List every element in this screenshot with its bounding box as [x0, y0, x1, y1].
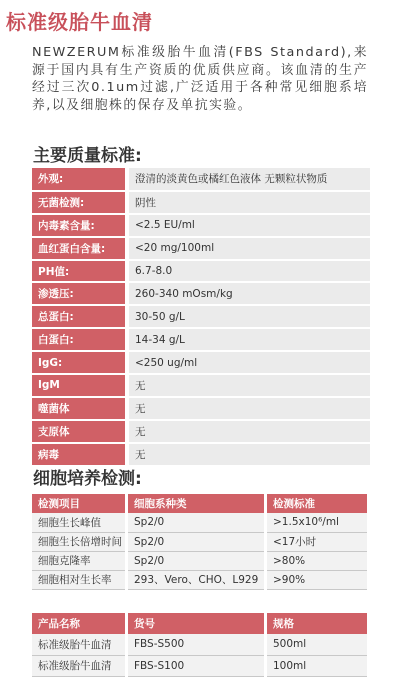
culture-cell: Sp2/0: [127, 532, 266, 551]
culture-row: [32, 551, 369, 570]
intro-paragraph: NEWZERUM标准级胎牛血清(FBS Standard),来源于国内具有生产资质的优质供应商。该血清的生产经过三次0.1um过滤,广泛适用于各种常见细胞系培养,以及细胞株的保存及单抗实验。: [32, 45, 368, 113]
product-cell: FBS-S100: [127, 655, 266, 676]
culture-cell: <17小时: [266, 532, 369, 551]
culture-cell: Sp2/0: [127, 513, 266, 532]
quality-value: <250 ug/ml: [127, 351, 370, 374]
quality-value: 无: [127, 420, 370, 443]
product-row: [32, 655, 369, 676]
culture-cell: 细胞生长峰值: [32, 513, 127, 532]
product-cell: 100ml: [266, 655, 369, 676]
culture-cell: >80%: [266, 551, 369, 570]
quality-label: 外观:: [32, 168, 127, 191]
culture-row: [32, 513, 369, 532]
quality-row: [32, 374, 370, 397]
product-row: [32, 634, 369, 655]
quality-label: 白蛋白:: [32, 328, 127, 351]
product-cell: 500ml: [266, 634, 369, 655]
quality-row: [32, 237, 370, 260]
culture-cell: 细胞克隆率: [32, 551, 127, 570]
quality-row: [32, 282, 370, 305]
quality-table: [32, 168, 370, 467]
quality-value: <20 mg/100ml: [127, 237, 370, 260]
culture-cell: 293、Vero、CHO、L929: [127, 570, 266, 589]
quality-row: [32, 305, 370, 328]
quality-value: 无: [127, 397, 370, 420]
quality-label: 支原体: [32, 420, 127, 443]
product-cell: 标准级胎牛血清: [32, 634, 127, 655]
quality-value: 14-34 g/L: [127, 328, 370, 351]
quality-value: 6.7-8.0: [127, 260, 370, 283]
quality-label: 噬菌体: [32, 397, 127, 420]
quality-value: 260-340 mOsm/kg: [127, 282, 370, 305]
product-cell: FBS-S500: [127, 634, 266, 655]
quality-row: [32, 328, 370, 351]
quality-row: [32, 260, 370, 283]
quality-row: [32, 191, 370, 214]
culture-row: [32, 532, 369, 551]
product-cell: 标准级胎牛血清: [32, 655, 127, 676]
quality-value: 无: [127, 374, 370, 397]
culture-header-cell: 检测标准: [266, 494, 369, 513]
quality-label: IgG:: [32, 351, 127, 374]
product-table: [32, 613, 370, 677]
quality-row: [32, 443, 370, 466]
product-header-cell: 产品名称: [32, 613, 127, 634]
quality-label: 渗透压:: [32, 282, 127, 305]
quality-value: 无: [127, 443, 370, 466]
quality-label: IgM: [32, 374, 127, 397]
culture-section-title: 细胞培养检测:: [33, 469, 142, 489]
quality-value: 30-50 g/L: [127, 305, 370, 328]
product-header-row: [32, 613, 369, 634]
page-title: 标准级胎牛血清: [6, 10, 153, 34]
culture-row: [32, 570, 369, 589]
quality-label: 病毒: [32, 443, 127, 466]
culture-cell: Sp2/0: [127, 551, 266, 570]
quality-section-title: 主要质量标准:: [33, 146, 142, 166]
culture-header-cell: 细胞系种类: [127, 494, 266, 513]
quality-label: 血红蛋白含量:: [32, 237, 127, 260]
culture-cell: 细胞相对生长率: [32, 570, 127, 589]
quality-value: <2.5 EU/ml: [127, 214, 370, 237]
culture-cell: >90%: [266, 570, 369, 589]
quality-value: 澄清的淡黄色或橘红色液体 无颗粒状物质: [127, 168, 370, 191]
product-header-cell: 规格: [266, 613, 369, 634]
culture-cell: 细胞生长倍增时间: [32, 532, 127, 551]
quality-value: 阴性: [127, 191, 370, 214]
quality-row: [32, 397, 370, 420]
quality-row: [32, 168, 370, 191]
quality-label: 总蛋白:: [32, 305, 127, 328]
quality-label: 内毒素含量:: [32, 214, 127, 237]
culture-header-cell: 检测项目: [32, 494, 127, 513]
product-header-cell: 货号: [127, 613, 266, 634]
quality-row: [32, 214, 370, 237]
quality-label: 无菌检测:: [32, 191, 127, 214]
culture-table: [32, 494, 370, 590]
culture-header-row: [32, 494, 369, 513]
quality-label: PH值:: [32, 260, 127, 283]
quality-row: [32, 420, 370, 443]
quality-row: [32, 351, 370, 374]
culture-cell: >1.5x10⁶/ml: [266, 513, 369, 532]
